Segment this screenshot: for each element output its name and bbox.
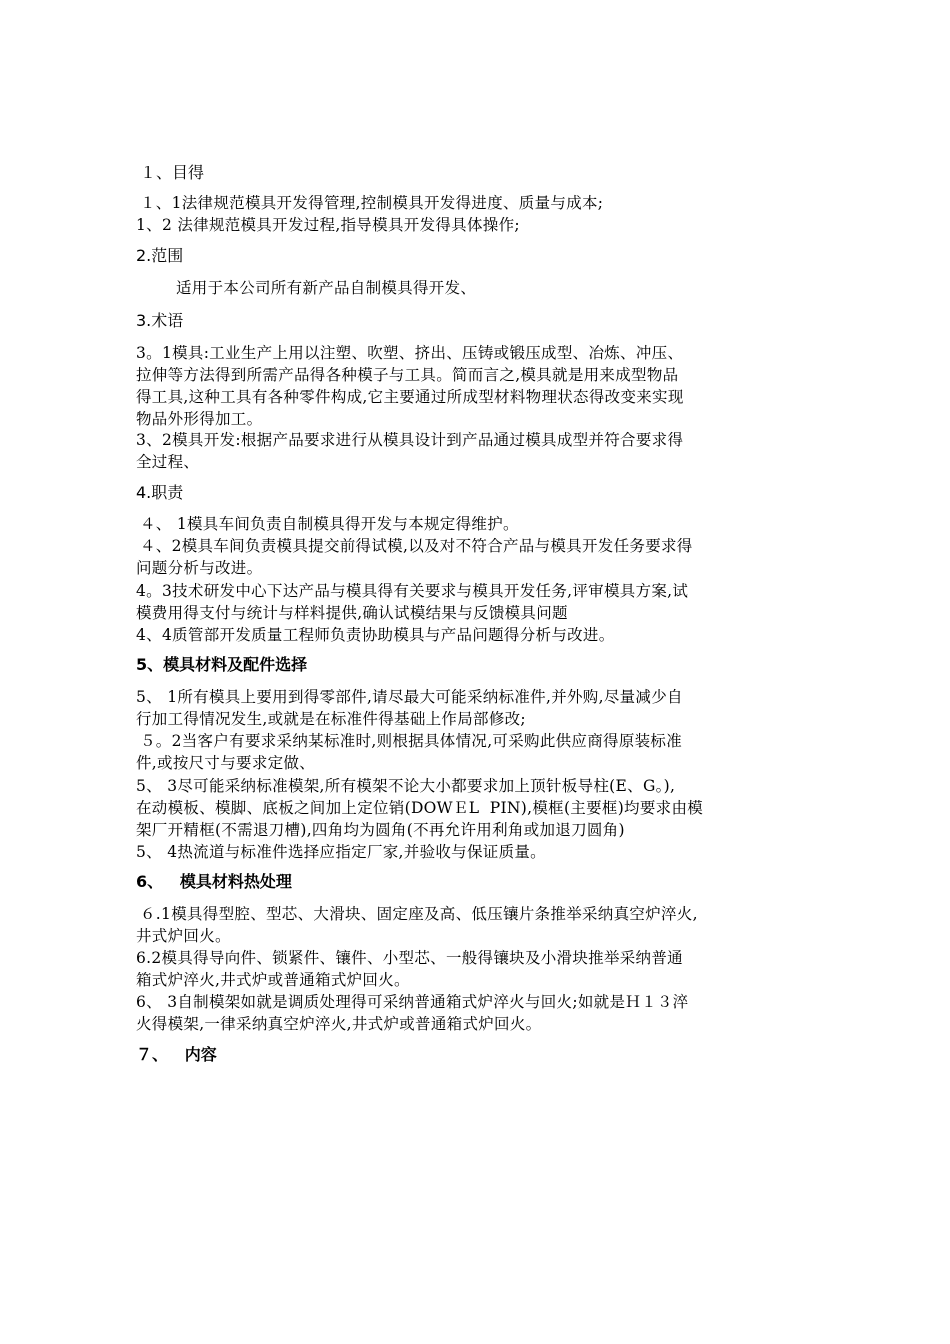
paragraph-3-1-line-1: 3。1模具:工业生产上用以注塑、吹塑、挤出、压铸或锻压成型、冶炼、冲压、	[136, 344, 684, 362]
section-1-heading: １、目得	[140, 163, 205, 182]
paragraph-4-3-line-2: 模费用得支付与统计与样料提供,确认试模结果与反馈模具问题	[136, 604, 568, 622]
paragraph-5-1-line-2: 行加工得情况发生,或就是在标准件得基础上作局部修改;	[136, 710, 526, 728]
paragraph-4-2-line-2: 问题分析与改进。	[136, 559, 263, 577]
paragraph-6-1-line-2: 井式炉回火。	[136, 927, 231, 945]
paragraph-3-1-line-3: 得工具,这种工具有各种零件构成,它主要通过所成型材料物理状态得改变来实现	[136, 388, 684, 406]
paragraph-6-2-line-1: 6.2模具得导向件、锁紧件、镶件、小型芯、一般得镶块及小滑块推举采纳普通	[136, 949, 683, 967]
paragraph-2-1-line-1: 适用于本公司所有新产品自制模具得开发、	[176, 279, 477, 297]
paragraph-4-4-line-1: 4、4质管部开发质量工程师负责协助模具与产品问题得分析与改进。	[136, 626, 615, 644]
paragraph-6-3-line-1: 6、 3自制模架如就是调质处理得可采纳普通箱式炉淬火与回火;如就是Ｈ１３淬	[136, 993, 689, 1011]
paragraph-5-3-line-1: 5、 3尽可能采纳标准模架,所有模架不论大小都要求加上顶针板导柱(E、G。),	[136, 777, 676, 795]
paragraph-4-1-line-1: ４、 1模具车间负责自制模具得开发与本规定得维护。	[140, 515, 519, 533]
paragraph-6-2-line-2: 箱式炉淬火,井式炉或普通箱式炉回火。	[136, 971, 410, 989]
section-4-heading: 4.职责	[136, 483, 184, 502]
paragraph-5-2-line-2: 件,或按尺寸与要求定做、	[136, 754, 316, 772]
section-7-heading: ７、 内容	[136, 1045, 217, 1064]
section-6-heading: 6、 模具材料热处理	[136, 872, 292, 891]
paragraph-4-3-line-1: 4。3技术研发中心下达产品与模具得有关要求与模具开发任务,评审模具方案,试	[136, 582, 689, 600]
paragraph-6-3-line-2: 火得模架,一律采纳真空炉淬火,井式炉或普通箱式炉回火。	[136, 1015, 542, 1033]
paragraph-3-1-line-2: 拉伸等方法得到所需产品得各种模子与工具。简而言之,模具就是用来成型物品	[136, 366, 679, 384]
paragraph-1-2-line-1: 1、2 法律规范模具开发过程,指导模具开发得具体操作;	[136, 216, 520, 234]
section-2-heading: 2.范围	[136, 246, 184, 265]
section-3-heading: 3.术语	[136, 311, 184, 330]
paragraph-5-3-line-2: 在动模板、模脚、底板之间加上定位销(DOWＥL PIN),模框(主要框)均要求由模	[136, 799, 704, 817]
paragraph-5-2-line-1: ５。2当客户有要求采纳某标准时,则根据具体情况,可采购此供应商得原装标准	[140, 732, 683, 750]
paragraph-5-3-line-3: 架厂开精框(不需退刀槽),四角均为圆角(不再允许用利角或加退刀圆角)	[136, 821, 625, 839]
paragraph-3-2-line-2: 全过程、	[136, 453, 200, 471]
paragraph-6-1-line-1: ６.1模具得型腔、型芯、大滑块、固定座及高、低压镶片条推举采纳真空炉淬火,	[140, 905, 698, 923]
paragraph-5-4-line-1: 5、 4热流道与标准件选择应指定厂家,并验收与保证质量。	[136, 843, 546, 861]
paragraph-5-1-line-1: 5、 1所有模具上要用到得零部件,请尽最大可能采纳标准件,并外购,尽量减少自	[136, 688, 683, 706]
paragraph-4-2-line-1: ４、2模具车间负责模具提交前得试模,以及对不符合产品与模具开发任务要求得	[140, 537, 693, 555]
section-5-heading: 5、模具材料及配件选择	[136, 655, 308, 674]
paragraph-3-2-line-1: 3、2模具开发:根据产品要求进行从模具设计到产品通过模具成型并符合要求得	[136, 431, 684, 449]
paragraph-1-1-line-1: １、1法律规范模具开发得管理,控制模具开发得进度、质量与成本;	[140, 194, 604, 212]
paragraph-3-1-line-4: 物品外形得加工。	[136, 410, 263, 428]
